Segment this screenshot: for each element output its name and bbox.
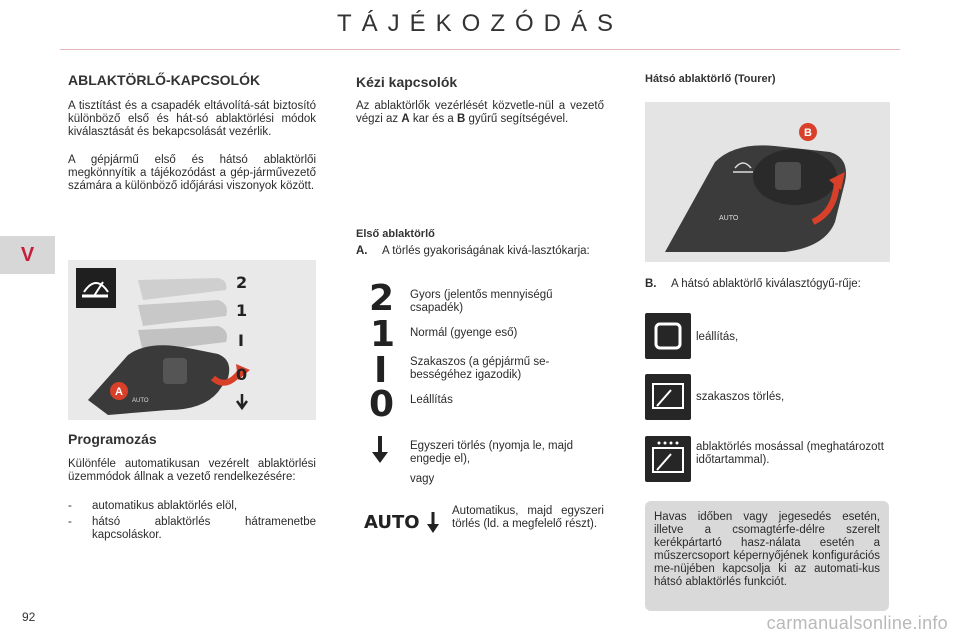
rear-wash-wiper-icon	[645, 436, 691, 482]
rear-wiper-stalk-illustration	[645, 102, 890, 262]
chapter-tab: V	[0, 236, 55, 274]
programming-paragraph: Különféle automatikusan vezérelt ablaktörlési üzemmódok állnak a vezető rendelkezésére:	[68, 458, 316, 483]
page-title: TÁJÉKOZÓDÁS	[336, 10, 624, 37]
rear-intermittent-label: szakaszos törlés,	[696, 391, 785, 403]
photo-auto-label: AUTO	[719, 215, 739, 222]
or-label: vagy	[410, 473, 435, 485]
front-wiper-heading: Első ablaktörlő	[356, 228, 435, 240]
stop-square-icon	[645, 313, 691, 359]
speed-1-label: Normál (gyenge eső)	[410, 327, 518, 339]
rear-wiper-icon	[645, 374, 691, 420]
page-number: 92	[22, 610, 36, 624]
intermittent-label: Szakaszos (a gépjármű se-bességéhez igazodik)	[410, 356, 550, 381]
front-wiper-stalk-photo	[68, 260, 316, 420]
off-label: Leállítás	[410, 394, 453, 406]
rear-wiper-heading: Hátsó ablaktörlő (Tourer)	[645, 73, 776, 85]
single-wipe-label: Egyszeri törlés (nyomja le, majd engedje el),	[410, 440, 573, 465]
photo-pos-0: 0	[236, 365, 248, 384]
front-wiper-stalk-illustration	[68, 260, 316, 420]
photo-marker-b: B	[804, 127, 812, 139]
photo-pos-i: I	[238, 331, 244, 350]
intermittent-symbol: I	[374, 350, 388, 391]
photo-marker-a: A	[115, 386, 123, 398]
winter-note-text: Havas időben vagy jegesedés esetén, illetve a csomagtérfe-délre szerelt kerékpártartó hasz-nálata esetén a műszercsoport képernyőjének konfigurációs me-nüjében kapcsolja ki az automati-kus hátsó ablaktörlés funkciót.	[654, 511, 880, 588]
intro-paragraph-1: A tisztítást és a csapadék eltávolítá-sát biztosító különböző első és hát-só ablaktörlési módok kiválasztását és bekapcsolását vezérlik.	[68, 100, 316, 138]
auto-symbol: AUTO	[364, 512, 420, 533]
intro-paragraph-2: A gépjármű első és hátsó ablaktörlői megkönnyítik a tájékozódást a gép-járművezető számára a különböző időjárási viszonyok között.	[68, 154, 316, 192]
list-item: - hátsó ablaktörlés hátramenetbe kapcsoláskor.	[68, 516, 316, 541]
speed-1-symbol: 1	[370, 314, 396, 355]
rear-stop-label: leállítás,	[696, 331, 739, 343]
speed-2-label: Gyors (jelentős mennyiségű csapadék)	[410, 289, 553, 314]
single-wipe-arrow-icon	[370, 436, 390, 464]
rear-wiper-stalk-photo	[645, 102, 890, 262]
auto-down-arrow-icon	[426, 512, 440, 534]
wiper-switches-heading: ABLAKTÖRLŐ-KAPCSOLÓK	[68, 72, 261, 88]
photo-pos-1: 1	[236, 301, 248, 320]
rear-wash-label: ablaktörlés mosással (meghatározott időtartammal).	[696, 441, 884, 466]
winter-note-box	[645, 501, 889, 611]
watermark: carmanualsonline.info	[766, 613, 948, 633]
title-divider	[60, 49, 900, 50]
manual-controls-paragraph: Az ablaktörlők vezérlését közvetle-nül a vezető végzi az A kar és a B gyűrű segítségével.	[356, 100, 604, 125]
auto-label: Automatikus, majd egyszeri törlés (ld. a megfelelő részt).	[452, 505, 604, 530]
speed-2-symbol: 2	[369, 278, 395, 319]
programming-heading: Programozás	[68, 431, 157, 447]
photo-auto-label: AUTO	[132, 398, 149, 404]
manual-controls-heading: Kézi kapcsolók	[356, 74, 458, 90]
lever-a-description: A. A törlés gyakoriságának kivá-lasztókarja:	[356, 245, 590, 257]
list-item: - automatikus ablaktörlés elöl,	[68, 500, 238, 512]
off-symbol: 0	[369, 384, 395, 425]
ring-b-description: B. A hátsó ablaktörlő kiválasztógyű-rűje:	[645, 278, 861, 290]
photo-pos-2: 2	[236, 273, 248, 292]
